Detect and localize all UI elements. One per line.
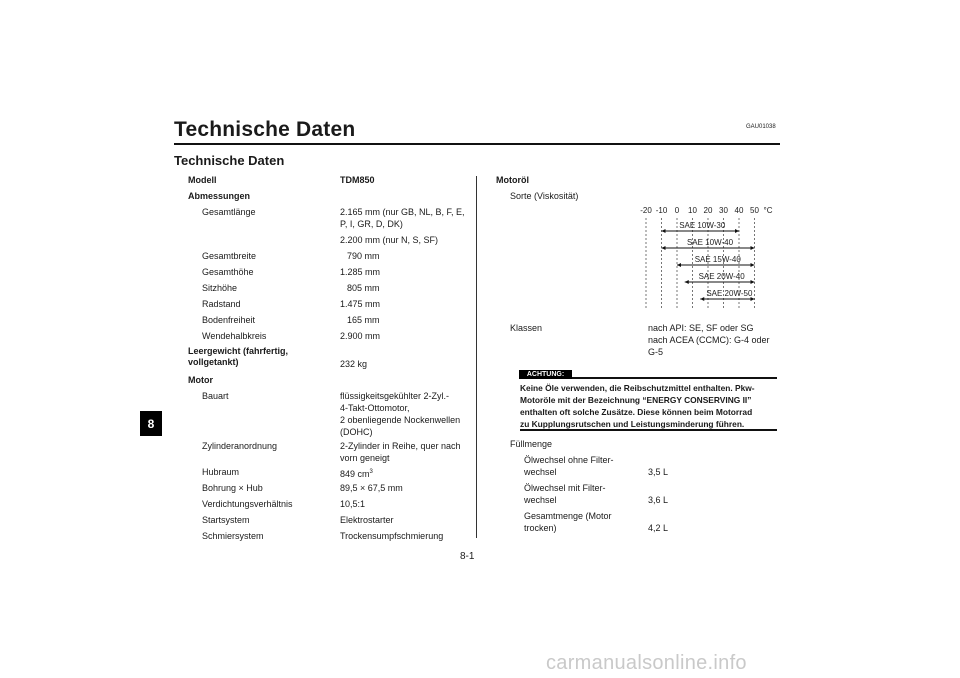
caution-line-2: Motoröle mit der Bezeichnung “ENERGY CONSERVING II” — [520, 395, 752, 405]
length-label: Gesamtlänge — [202, 207, 256, 217]
grade-arrow-left — [685, 280, 689, 284]
grade-label: SAE 20W-50 — [706, 289, 753, 298]
grade-label: SAE 10W-40 — [686, 238, 734, 247]
temp-tick-label: 20 — [703, 206, 713, 215]
engine-label: Motor — [188, 375, 213, 385]
class-value-3: G-5 — [648, 347, 664, 357]
chapter-tab: 8 — [140, 411, 162, 436]
class-value-2: nach ACEA (CCMC): G-4 oder — [648, 335, 770, 345]
starter-value: Elektrostarter — [340, 515, 394, 525]
engine-type-label: Bauart — [202, 391, 229, 401]
model-value: TDM850 — [340, 175, 375, 185]
caution-line-1: Keine Öle verwenden, die Reibschutzmittel enthalten. Pkw- — [520, 383, 755, 393]
fill1-label-2: wechsel — [524, 467, 557, 477]
cylinder-label: Zylinderanordnung — [202, 441, 278, 451]
width-label: Gesamtbreite — [202, 251, 257, 261]
grade-arrow-right — [735, 229, 739, 233]
class-value-1: nach API: SE, SF oder SG — [648, 323, 754, 333]
grade-label: SAE 20W-40 — [698, 272, 745, 281]
displacement-exponent: 3 — [369, 469, 373, 475]
caution-line-4: zu Kupplungsrutschen und Leistungsminderung führen. — [520, 419, 745, 429]
lubrication-value: Trockensumpfschmierung — [340, 531, 444, 541]
grade-label: SAE 10W-30 — [679, 221, 726, 230]
engine-type-value-3: 2 obenliegende Nockenwellen — [340, 415, 461, 425]
temp-tick-label: 0 — [674, 206, 680, 215]
seat-label: Sitzhöhe — [202, 283, 238, 293]
compression-value: 10,5:1 — [340, 499, 366, 509]
height-label: Gesamthöhe — [202, 267, 254, 277]
fill3-label-1: Gesamtmenge (Motor — [524, 511, 612, 521]
displacement-value — [340, 466, 373, 480]
caution-badge: ACHTUNG: — [519, 370, 572, 379]
turning-value: 2.900 mm — [340, 331, 381, 341]
grade-arrow-left — [662, 229, 666, 233]
grade-arrow-left — [700, 297, 704, 301]
compression-label: Verdichtungsverhältnis — [202, 499, 293, 509]
temp-tick-label: -10 — [655, 206, 668, 215]
starter-label: Startsystem — [202, 515, 250, 525]
grade-arrow-left — [677, 263, 681, 267]
height-value: 1.285 mm — [340, 267, 381, 277]
temp-tick-label: 30 — [719, 206, 728, 215]
grade-arrow-right — [751, 280, 755, 284]
grade-arrow-left — [662, 246, 666, 250]
turning-label: Wendehalbkreis — [202, 331, 267, 341]
viscosity-chart — [630, 200, 780, 312]
column-divider — [476, 176, 477, 538]
engine-type-value-1: flüssigkeitsgekühlter 2-Zyl.- — [340, 391, 450, 401]
displacement-label: Hubraum — [202, 467, 240, 477]
fill1-label-1: Ölwechsel ohne Filter- — [524, 455, 614, 465]
dimensions-label: Abmessungen — [188, 191, 251, 201]
temp-unit-label: °C — [763, 206, 773, 215]
temp-tick-label: -20 — [640, 206, 652, 215]
clearance-value: 165 mm — [347, 315, 380, 325]
class-label: Klassen — [510, 323, 543, 333]
engine-type-value-2: 4-Takt-Ottomotor, — [340, 403, 410, 413]
weight-value: 232 kg — [340, 359, 368, 369]
page-title: Technische Daten — [174, 118, 356, 141]
watermark: carmanualsonline.info — [546, 652, 747, 674]
fill2-label-1: Ölwechsel mit Filter- — [524, 483, 606, 493]
model-label: Modell — [188, 175, 217, 185]
width-value: 790 mm — [347, 251, 380, 261]
fill1-value: 3,5 L — [648, 467, 669, 477]
temp-tick-label: 50 — [750, 206, 759, 215]
fill3-value: 4,2 L — [648, 523, 669, 533]
cylinder-value-1: 2-Zylinder in Reihe, quer nach — [340, 441, 461, 451]
fill2-label-2: wechsel — [524, 495, 557, 505]
displacement-number: 849 cm — [340, 469, 370, 479]
oil-label: Motoröl — [496, 175, 529, 185]
fill3-label-2: trocken) — [524, 523, 557, 533]
weight-label-2: vollgetankt) — [188, 357, 239, 367]
bore-stroke-label: Bohrung × Hub — [202, 483, 263, 493]
length-value-1b: P, I, GR, D, DK) — [340, 219, 403, 229]
lubrication-label: Schmiersystem — [202, 531, 264, 541]
grade-label: SAE 15W-40 — [694, 255, 741, 264]
fill-label: Füllmenge — [510, 439, 553, 449]
document-code: GAU01038 — [746, 124, 776, 130]
temp-tick-label: 10 — [688, 206, 697, 215]
weight-label-1: Leergewicht (fahrfertig, — [188, 346, 289, 356]
grade-arrow-right — [751, 246, 755, 250]
title-rule — [174, 143, 780, 145]
page-number: 8-1 — [460, 551, 475, 562]
fill2-value: 3,6 L — [648, 495, 669, 505]
grade-arrow-right — [751, 263, 755, 267]
caution-bottom-rule — [520, 429, 777, 431]
length-value-2: 2.200 mm (nur N, S, SF) — [340, 235, 439, 245]
wheelbase-label: Radstand — [202, 299, 241, 309]
clearance-label: Bodenfreiheit — [202, 315, 256, 325]
cylinder-value-2: vorn geneigt — [340, 453, 390, 463]
temp-tick-label: 40 — [734, 206, 744, 215]
engine-type-value-4: (DOHC) — [340, 427, 373, 437]
seat-value: 805 mm — [347, 283, 380, 293]
length-value-1a: 2.165 mm (nur GB, NL, B, F, E, — [340, 207, 465, 217]
wheelbase-value: 1.475 mm — [340, 299, 381, 309]
viscosity-label: Sorte (Viskosität) — [510, 191, 579, 201]
caution-text — [520, 382, 782, 430]
bore-stroke-value: 89,5 × 67,5 mm — [340, 483, 403, 493]
caution-line-3: enthalten oft solche Zusätze. Diese können beim Motorrad — [520, 407, 753, 417]
section-title: Technische Daten — [174, 153, 285, 168]
